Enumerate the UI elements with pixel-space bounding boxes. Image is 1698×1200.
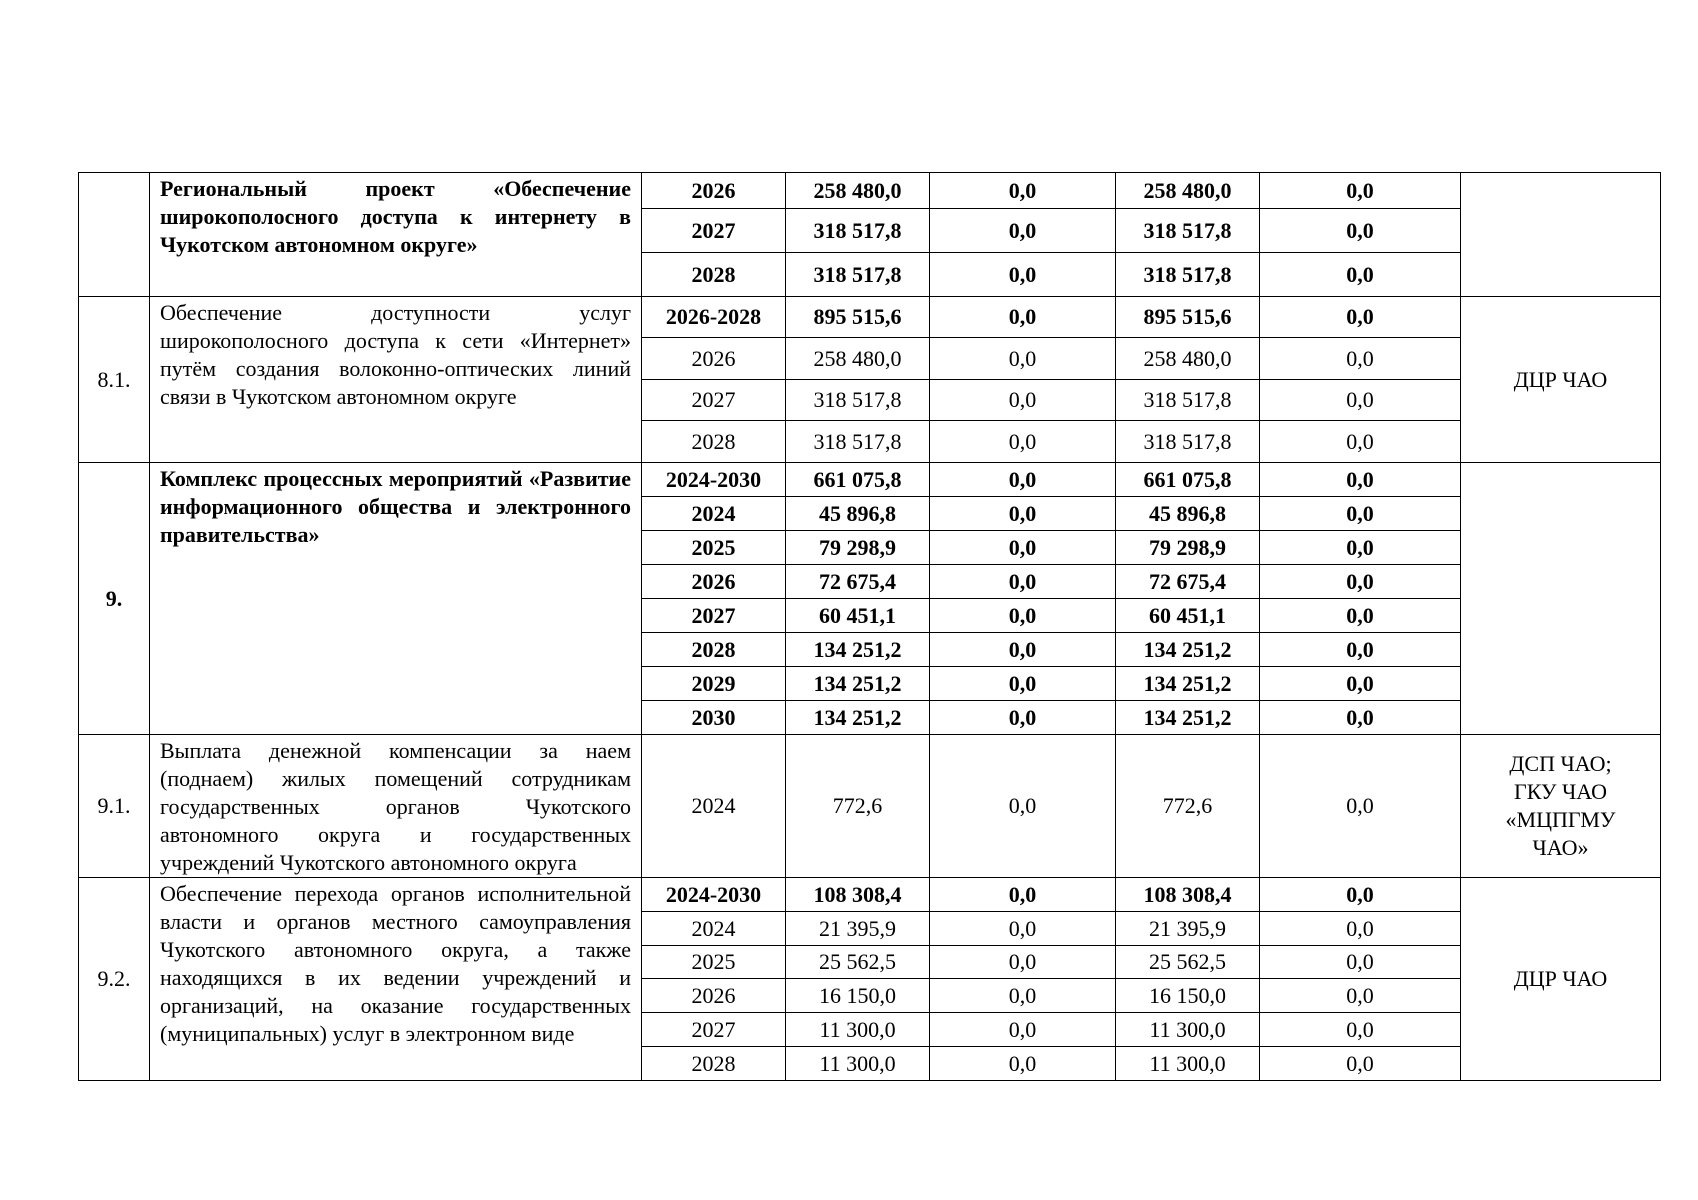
federal-cell: 0,0 [930,667,1116,701]
row-name: Обеспечение перехода органов исполнительной власти и органов местного самоуправления Чукотского автономного округа, а также находящихся в их ведении учреждений и организаций, на оказание государственных (муниципальных) услуг в электронном виде [150,878,642,1081]
federal-cell: 0,0 [930,633,1116,667]
regional-cell: 25 562,5 [1116,946,1260,979]
regional-cell: 72 675,4 [1116,565,1260,599]
other-cell: 0,0 [1260,735,1461,878]
regional-cell: 79 298,9 [1116,531,1260,565]
year-cell: 2027 [642,1013,786,1047]
federal-cell: 0,0 [930,912,1116,946]
other-cell: 0,0 [1260,531,1461,565]
executor-line: ДЦР ЧАО [1513,366,1608,392]
year-cell: 2028 [642,421,786,463]
year-cell: 2028 [642,1047,786,1081]
federal-cell: 0,0 [930,253,1116,297]
regional-cell: 108 308,4 [1116,878,1260,912]
regional-cell: 318 517,8 [1116,421,1260,463]
other-cell: 0,0 [1260,380,1461,421]
other-cell: 0,0 [1260,878,1461,912]
total-cell: 21 395,9 [786,912,930,946]
other-cell: 0,0 [1260,209,1461,253]
total-cell: 11 300,0 [786,1013,930,1047]
regional-cell: 45 896,8 [1116,497,1260,531]
federal-cell: 0,0 [930,531,1116,565]
total-cell: 318 517,8 [786,421,930,463]
federal-cell: 0,0 [930,735,1116,878]
executor-line: «МЦПГМУ [1505,807,1616,832]
other-cell: 0,0 [1260,667,1461,701]
executor-cell [1461,878,1661,1081]
total-cell: 134 251,2 [786,667,930,701]
regional-cell: 895 515,6 [1116,297,1260,338]
federal-cell: 0,0 [930,463,1116,497]
row-number [79,173,150,297]
total-cell: 258 480,0 [786,173,930,209]
financing-table [78,172,1661,1081]
row-number: 9. [79,463,150,735]
other-cell: 0,0 [1260,338,1461,380]
year-cell: 2029 [642,667,786,701]
federal-cell: 0,0 [930,878,1116,912]
year-cell: 2027 [642,209,786,253]
other-cell: 0,0 [1260,253,1461,297]
total-cell: 72 675,4 [786,565,930,599]
federal-cell: 0,0 [930,946,1116,979]
year-cell: 2026 [642,979,786,1013]
total-cell: 108 308,4 [786,878,930,912]
other-cell: 0,0 [1260,173,1461,209]
row-number: 8.1. [79,297,150,463]
total-cell: 318 517,8 [786,253,930,297]
year-cell: 2024 [642,735,786,878]
executor-line: ДЦР ЧАО [1513,966,1608,991]
year-cell: 2028 [642,633,786,667]
table-row [79,173,1661,209]
regional-cell: 60 451,1 [1116,599,1260,633]
total-cell: 258 480,0 [786,338,930,380]
regional-cell: 134 251,2 [1116,633,1260,667]
other-cell: 0,0 [1260,1013,1461,1047]
regional-cell: 16 150,0 [1116,979,1260,1013]
row-number: 9.2. [79,878,150,1081]
regional-cell: 318 517,8 [1116,209,1260,253]
federal-cell: 0,0 [930,297,1116,338]
total-cell: 11 300,0 [786,1047,930,1081]
other-cell: 0,0 [1260,599,1461,633]
federal-cell: 0,0 [930,380,1116,421]
regional-cell: 772,6 [1116,735,1260,878]
federal-cell: 0,0 [930,209,1116,253]
year-cell: 2024 [642,912,786,946]
year-cell: 2026 [642,565,786,599]
executor-line: ДСП ЧАО; [1509,751,1612,776]
federal-cell: 0,0 [930,701,1116,735]
total-cell: 318 517,8 [786,380,930,421]
federal-cell: 0,0 [930,1047,1116,1081]
federal-cell: 0,0 [930,421,1116,463]
total-cell: 895 515,6 [786,297,930,338]
other-cell: 0,0 [1260,565,1461,599]
year-cell: 2025 [642,946,786,979]
total-cell: 25 562,5 [786,946,930,979]
total-cell: 134 251,2 [786,633,930,667]
total-cell: 134 251,2 [786,701,930,735]
other-cell: 0,0 [1260,912,1461,946]
regional-cell: 258 480,0 [1116,338,1260,380]
year-cell: 2024 [642,497,786,531]
executor-cell [1461,735,1661,878]
regional-cell: 258 480,0 [1116,173,1260,209]
table-row [79,297,1661,338]
other-cell: 0,0 [1260,463,1461,497]
executor-cell [1461,173,1661,297]
year-cell: 2026 [642,173,786,209]
table-row [79,735,1661,878]
executor-cell [1461,297,1661,463]
other-cell: 0,0 [1260,421,1461,463]
federal-cell: 0,0 [930,1013,1116,1047]
row-name: Комплекс процессных мероприятий «Развитие информационного общества и электронного правительства» [150,463,642,735]
total-cell: 661 075,8 [786,463,930,497]
total-cell: 60 451,1 [786,599,930,633]
year-cell: 2027 [642,380,786,421]
year-cell: 2028 [642,253,786,297]
regional-cell: 134 251,2 [1116,701,1260,735]
table-row [79,463,1661,497]
regional-cell: 21 395,9 [1116,912,1260,946]
year-cell: 2026-2028 [642,297,786,338]
year-cell: 2027 [642,599,786,633]
year-cell: 2030 [642,701,786,735]
regional-cell: 661 075,8 [1116,463,1260,497]
other-cell: 0,0 [1260,1047,1461,1081]
total-cell: 16 150,0 [786,979,930,1013]
other-cell: 0,0 [1260,297,1461,338]
other-cell: 0,0 [1260,946,1461,979]
federal-cell: 0,0 [930,497,1116,531]
regional-cell: 318 517,8 [1116,253,1260,297]
total-cell: 318 517,8 [786,209,930,253]
federal-cell: 0,0 [930,599,1116,633]
row-name: Региональный проект «Обеспечение широкополосного доступа к интернету в Чукотском автономном округе» [150,173,642,297]
other-cell: 0,0 [1260,633,1461,667]
federal-cell: 0,0 [930,338,1116,380]
table-row [79,878,1661,912]
total-cell: 772,6 [786,735,930,878]
other-cell: 0,0 [1260,979,1461,1013]
executor-cell [1461,463,1661,735]
executor-line: ГКУ ЧАО [1513,779,1607,804]
federal-cell: 0,0 [930,979,1116,1013]
row-number: 9.1. [79,735,150,878]
year-cell: 2026 [642,338,786,380]
regional-cell: 11 300,0 [1116,1047,1260,1081]
other-cell: 0,0 [1260,701,1461,735]
row-name: Обеспечение доступности услуг широкополосного доступа к сети «Интернет» путём создания волоконно-оптических линий связи в Чукотском автономном округе [150,297,642,463]
federal-cell: 0,0 [930,173,1116,209]
row-name: Выплата денежной компенсации за наем (поднаем) жилых помещений сотрудникам государственных органов Чукотского автономного округа и государственных учреждений Чукотского автономного округа [150,735,642,878]
regional-cell: 11 300,0 [1116,1013,1260,1047]
year-cell: 2025 [642,531,786,565]
executor-line: ЧАО» [1532,835,1589,860]
year-cell: 2024-2030 [642,878,786,912]
other-cell: 0,0 [1260,497,1461,531]
regional-cell: 318 517,8 [1116,380,1260,421]
total-cell: 79 298,9 [786,531,930,565]
year-cell: 2024-2030 [642,463,786,497]
total-cell: 45 896,8 [786,497,930,531]
regional-cell: 134 251,2 [1116,667,1260,701]
federal-cell: 0,0 [930,565,1116,599]
